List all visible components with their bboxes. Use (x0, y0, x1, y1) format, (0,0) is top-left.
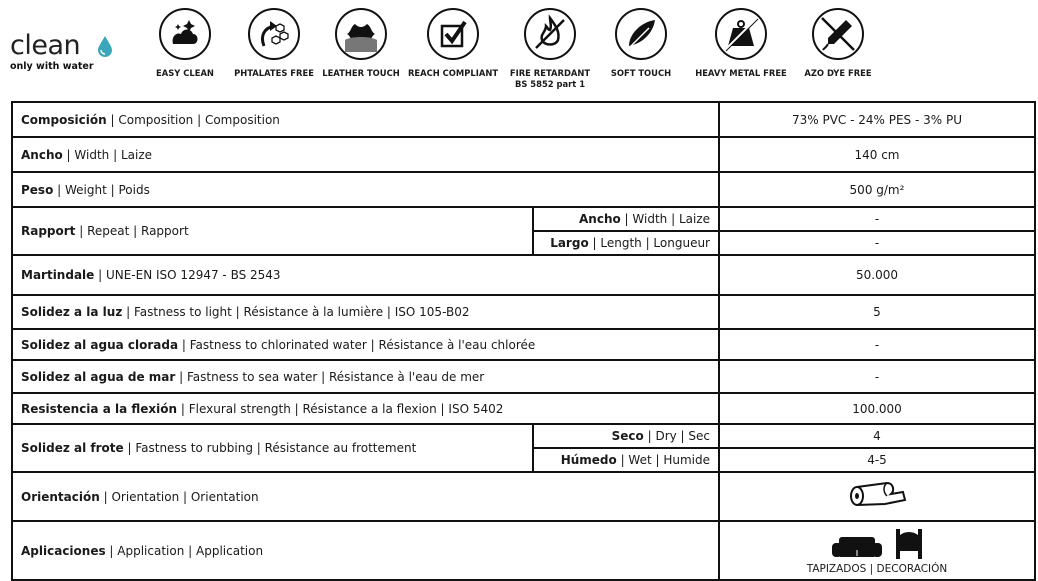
reach-compliant-icon (427, 8, 479, 60)
fabric-roll-icon (847, 480, 907, 510)
row-value (719, 472, 1035, 521)
leather-touch-icon (335, 8, 387, 60)
row-value: 100.000 (719, 393, 1035, 424)
row-value: - (719, 231, 1035, 255)
table-row (12, 472, 1035, 521)
table-row (12, 172, 1035, 207)
badge-phthalates-free (224, 8, 324, 79)
badge-label: SOFT TOUCH (610, 68, 672, 78)
badge-label: HEAVY METAL FREE (695, 68, 787, 78)
row-label: Resistencia a la flexión | Flexural strength | Résistance a la flexion | ISO 5402 (12, 393, 719, 424)
badge-leather-touch (311, 8, 411, 79)
badge-label: LEATHER TOUCH (322, 68, 400, 78)
heavy-metal-free-icon (715, 8, 767, 60)
badge-soft-touch (591, 8, 691, 79)
row-label: Martindale | UNE-EN ISO 12947 - BS 2543 (12, 255, 719, 295)
row-sublabel: Húmedo | Wet | Humide (533, 448, 719, 472)
row-label: Orientación | Orientation | Orientation (12, 472, 719, 521)
easy-clean-icon (159, 8, 211, 60)
soft-touch-icon (615, 8, 667, 60)
table-row (12, 521, 1035, 580)
table-row (12, 255, 1035, 295)
badge-heavy-metal-free (691, 8, 791, 79)
badge-reach-compliant (403, 8, 503, 79)
clean-logo (10, 32, 120, 74)
row-value: 5 (719, 295, 1035, 329)
spec-table (11, 101, 1036, 581)
row-value: 4-5 (719, 448, 1035, 472)
row-label: Aplicaciones | Application | Application (12, 521, 719, 580)
row-value: 73% PVC - 24% PES - 3% PU (719, 102, 1035, 137)
row-sublabel: Seco | Dry | Sec (533, 424, 719, 448)
row-value: 140 cm (719, 137, 1035, 172)
row-label: Solidez al agua de mar | Fastness to sea water | Résistance à l'eau de mer (12, 360, 719, 393)
row-label: Rapport | Repeat | Rapport (12, 207, 533, 255)
row-value: 500 g/m² (719, 172, 1035, 207)
badge-label: REACH COMPLIANT (407, 68, 499, 78)
row-label: Solidez al frote | Fastness to rubbing | Résistance au frottement (12, 424, 533, 472)
row-label: Solidez a la luz | Fastness to light | Résistance à la lumière | ISO 105-B02 (12, 295, 719, 329)
table-row (12, 295, 1035, 329)
row-label: Solidez al agua clorada | Fastness to chlorinated water | Résistance à l'eau chlorée (12, 329, 719, 360)
row-sublabel: Ancho | Width | Laize (533, 207, 719, 231)
badge-fire-retardant (500, 8, 600, 90)
water-drop-icon (97, 35, 113, 57)
sofa-icon (831, 535, 883, 559)
headboard-icon (895, 529, 923, 559)
row-value: - (719, 329, 1035, 360)
row-label: Peso | Weight | Poids (12, 172, 719, 207)
row-label: Composición | Composition | Composition (12, 102, 719, 137)
row-label: Ancho | Width | Laize (12, 137, 719, 172)
table-row (12, 360, 1035, 393)
row-value: 4 (719, 424, 1035, 448)
badge-label: AZO DYE FREE (804, 68, 872, 78)
table-row (12, 329, 1035, 360)
logo-word: clean (10, 30, 81, 61)
row-value: - (719, 360, 1035, 393)
azo-dye-free-icon (812, 8, 864, 60)
table-row (12, 424, 1035, 448)
badge-label-sub: BS 5852 part 1 (514, 79, 586, 89)
phthalates-free-icon (248, 8, 300, 60)
badge-label: PHTALATES FREE (234, 68, 314, 78)
row-value: - (719, 207, 1035, 231)
applications-label: TAPIZADOS | DECORACIÓN (806, 562, 948, 575)
badge-easy-clean (135, 8, 235, 79)
table-row (12, 207, 1035, 231)
table-row (12, 102, 1035, 137)
logo-tagline: only with water (10, 61, 94, 72)
badge-label: FIRE RETARDANT (509, 68, 591, 78)
row-sublabel: Largo | Length | Longueur (533, 231, 719, 255)
badge-azo-dye-free (788, 8, 888, 79)
table-row (12, 137, 1035, 172)
row-value: 50.000 (719, 255, 1035, 295)
row-value (719, 521, 1035, 580)
fire-retardant-icon (524, 8, 576, 60)
badge-label: EASY CLEAN (156, 68, 214, 78)
table-row (12, 393, 1035, 424)
